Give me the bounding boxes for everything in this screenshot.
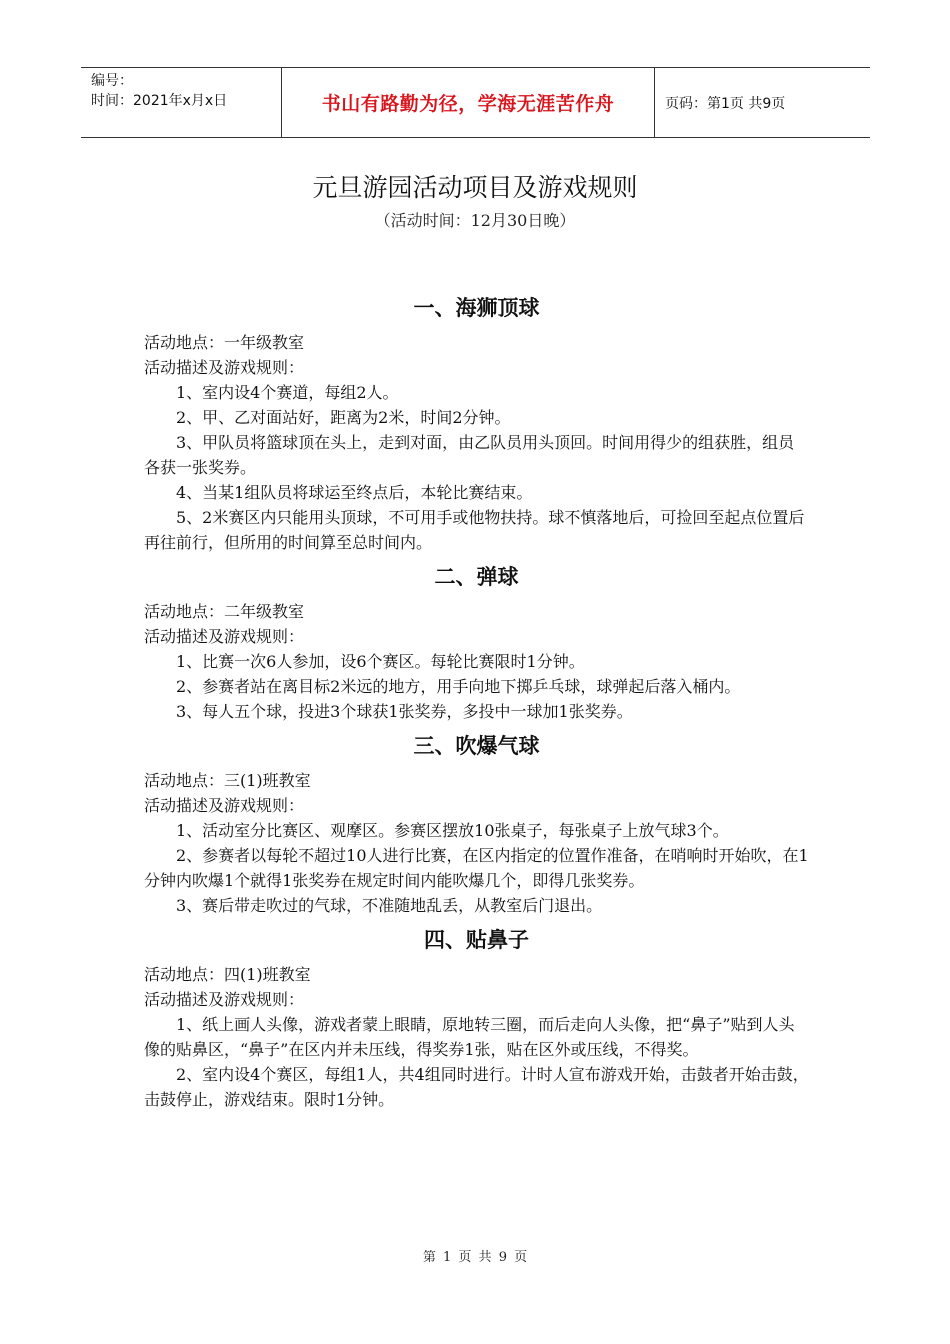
section-balloon — [144, 728, 809, 918]
section-bounce-ball — [144, 559, 809, 724]
section-desc-label: 活动描述及游戏规则： — [144, 358, 305, 377]
section-title: 一、海狮顶球 — [413, 296, 540, 320]
section-location: 活动地点：一年级教室 — [144, 333, 305, 352]
header-page-code: 页码：第1页 共9页 — [665, 95, 786, 112]
rule-item: 4、当某1组队员将球运至终点后，本轮比赛结束。 — [176, 483, 533, 502]
section-title: 二、弹球 — [434, 565, 519, 589]
section-sea-lion — [144, 290, 809, 555]
header-meta — [81, 68, 282, 137]
rule-item: 3、甲队员将篮球顶在头上，走到对面，由乙队员用头顶回。时间用得少的组获胜，组员各获一张奖券。 — [144, 433, 795, 477]
rule-item: 2、参赛者站在离目标2米远的地方，用手向地下掷乒乓球，球弹起后落入桶内。 — [176, 677, 741, 696]
section-desc-label: 活动描述及游戏规则： — [144, 627, 305, 646]
document-body — [144, 290, 809, 1112]
rule-item: 5、2米赛区内只能用头顶球，不可用手或他物扶持。球不慎落地后，可捡回至起点位置后再往前行，但所用的时间算至总时间内。 — [144, 508, 805, 552]
header-motto: 书山有路勤为径，学海无涯苦作舟 — [282, 68, 655, 137]
section-location: 活动地点：二年级教室 — [144, 602, 305, 621]
section-desc-label: 活动描述及游戏规则： — [144, 796, 305, 815]
rule-item: 3、赛后带走吹过的气球，不准随地乱丢，从教室后门退出。 — [176, 896, 603, 915]
document-subtitle: （活动时间：12月30日晚） — [374, 211, 576, 230]
section-title: 三、吹爆气球 — [413, 734, 540, 758]
document-title: 元旦游园活动项目及游戏规则 — [312, 173, 638, 202]
header-number: 编号： — [91, 73, 133, 89]
section-desc-label: 活动描述及游戏规则： — [144, 990, 305, 1009]
section-location: 活动地点：四(1)班教室 — [144, 965, 311, 984]
rule-item: 2、参赛者以每轮不超过10人进行比赛，在区内指定的位置作准备，在哨响时开始吹，在1分钟内吹爆1个就得1张奖券在规定时间内能吹爆几个，即得几张奖券。 — [144, 846, 809, 890]
rule-item: 1、活动室分比赛区、观摩区。参赛区摆放10张桌子，每张桌子上放气球3个。 — [176, 821, 729, 840]
section-location: 活动地点：三(1)班教室 — [144, 771, 311, 790]
header-time: 时间：2021年x月x日 — [91, 93, 228, 109]
page-footer: 第 1 页 共 9 页 — [422, 1250, 528, 1265]
rule-item: 1、比赛一次6人参加，设6个赛区。每轮比赛限时1分钟。 — [176, 652, 585, 671]
rule-item: 3、每人五个球，投进3个球获1张奖券，多投中一球加1张奖券。 — [176, 702, 633, 721]
rule-item: 1、室内设4个赛道，每组2人。 — [176, 383, 399, 402]
rule-item: 1、纸上画人头像，游戏者蒙上眼睛，原地转三圈，而后走向人头像，把“鼻子”贴到人头像的贴鼻区，“鼻子”在区内并未压线，得奖券1张，贴在区外或压线，不得奖。 — [144, 1015, 795, 1059]
section-title: 四、贴鼻子 — [424, 928, 529, 952]
page-header — [81, 67, 870, 138]
rule-item: 2、室内设4个赛区，每组1人，共4组同时进行。计时人宣布游戏开始，击鼓者开始击鼓，击鼓停止，游戏结束。限时1分钟。 — [144, 1065, 809, 1109]
section-nose — [144, 922, 809, 1112]
rule-item: 2、甲、乙对面站好，距离为2米，时间2分钟。 — [176, 408, 511, 427]
